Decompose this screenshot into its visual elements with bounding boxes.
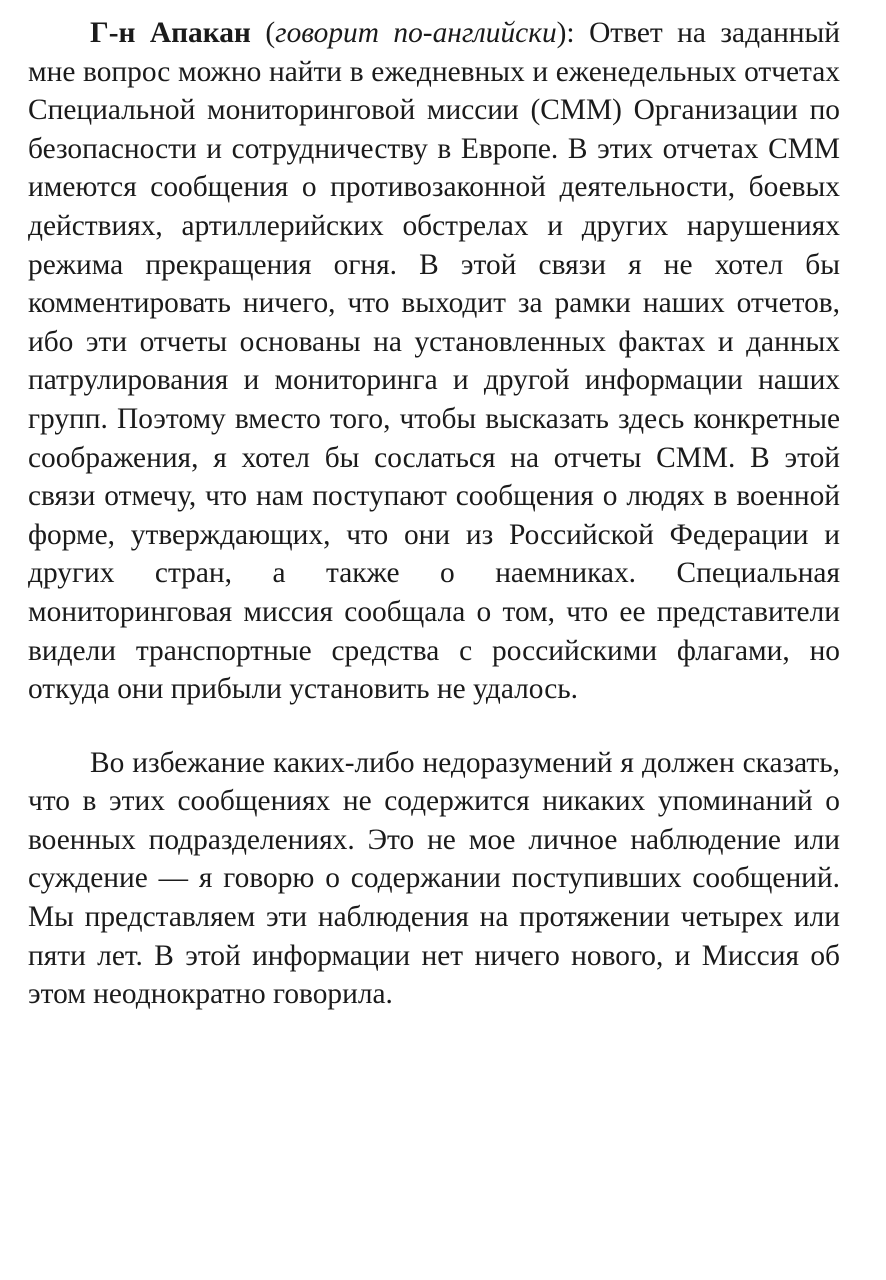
open-paren: (: [250, 17, 276, 49]
close-paren: ):: [556, 17, 590, 49]
paragraph-clarification: [28, 744, 840, 1014]
speaker-name: Г-н Апакан: [90, 17, 251, 49]
paragraph-1-text: Ответ на заданный мне вопрос можно найти в ежедневных и еженедельных отчетах Специальной мониторинговой миссии (СММ) Организации по безопасности и сотрудничеству в Европе. В этих отчетах СММ имеются сообщения о противозаконной деятельности, боевых действиях, артиллерийских обстрелах и других нарушениях режима прекращения огня. В этой связи я не хотел бы комментировать ничего, что выходит за рамки наших отчетов, ибо эти отчеты основаны на установленных фактах и данных патрулирования и мониторинга и другой информации наших групп. Поэтому вместо того, чтобы высказать здесь конкретные соображения, я хотел бы сослаться на отчеты СММ. В этой связи отмечу, что нам поступают сообщения о людях в военной форме, утверждающих, что они из Российской Федерации и других стран, а также о наемниках. Специальная мониторинговая миссия сообщала о том, что ее представители видели транспортные средства с российскими флагами, но откуда они прибыли установить не удалось.: [28, 17, 840, 706]
language-note: говорит по-английски: [275, 17, 557, 49]
paragraph-speaker-statement: [28, 14, 840, 709]
paragraph-2-text: Во избежание каких-либо недоразумений я должен сказать, что в этих сообщениях не содержится никаких упоминаний о военных подразделениях. Это не мое личное наблюдение или суждение — я говорю о содержании поступивших сообщений. Мы представляем эти наблюдения на протяжении четырех или пяти лет. В этой информации нет ничего нового, и Миссия об этом неоднократно говорила.: [28, 746, 840, 1011]
document-page: [28, 14, 840, 1014]
